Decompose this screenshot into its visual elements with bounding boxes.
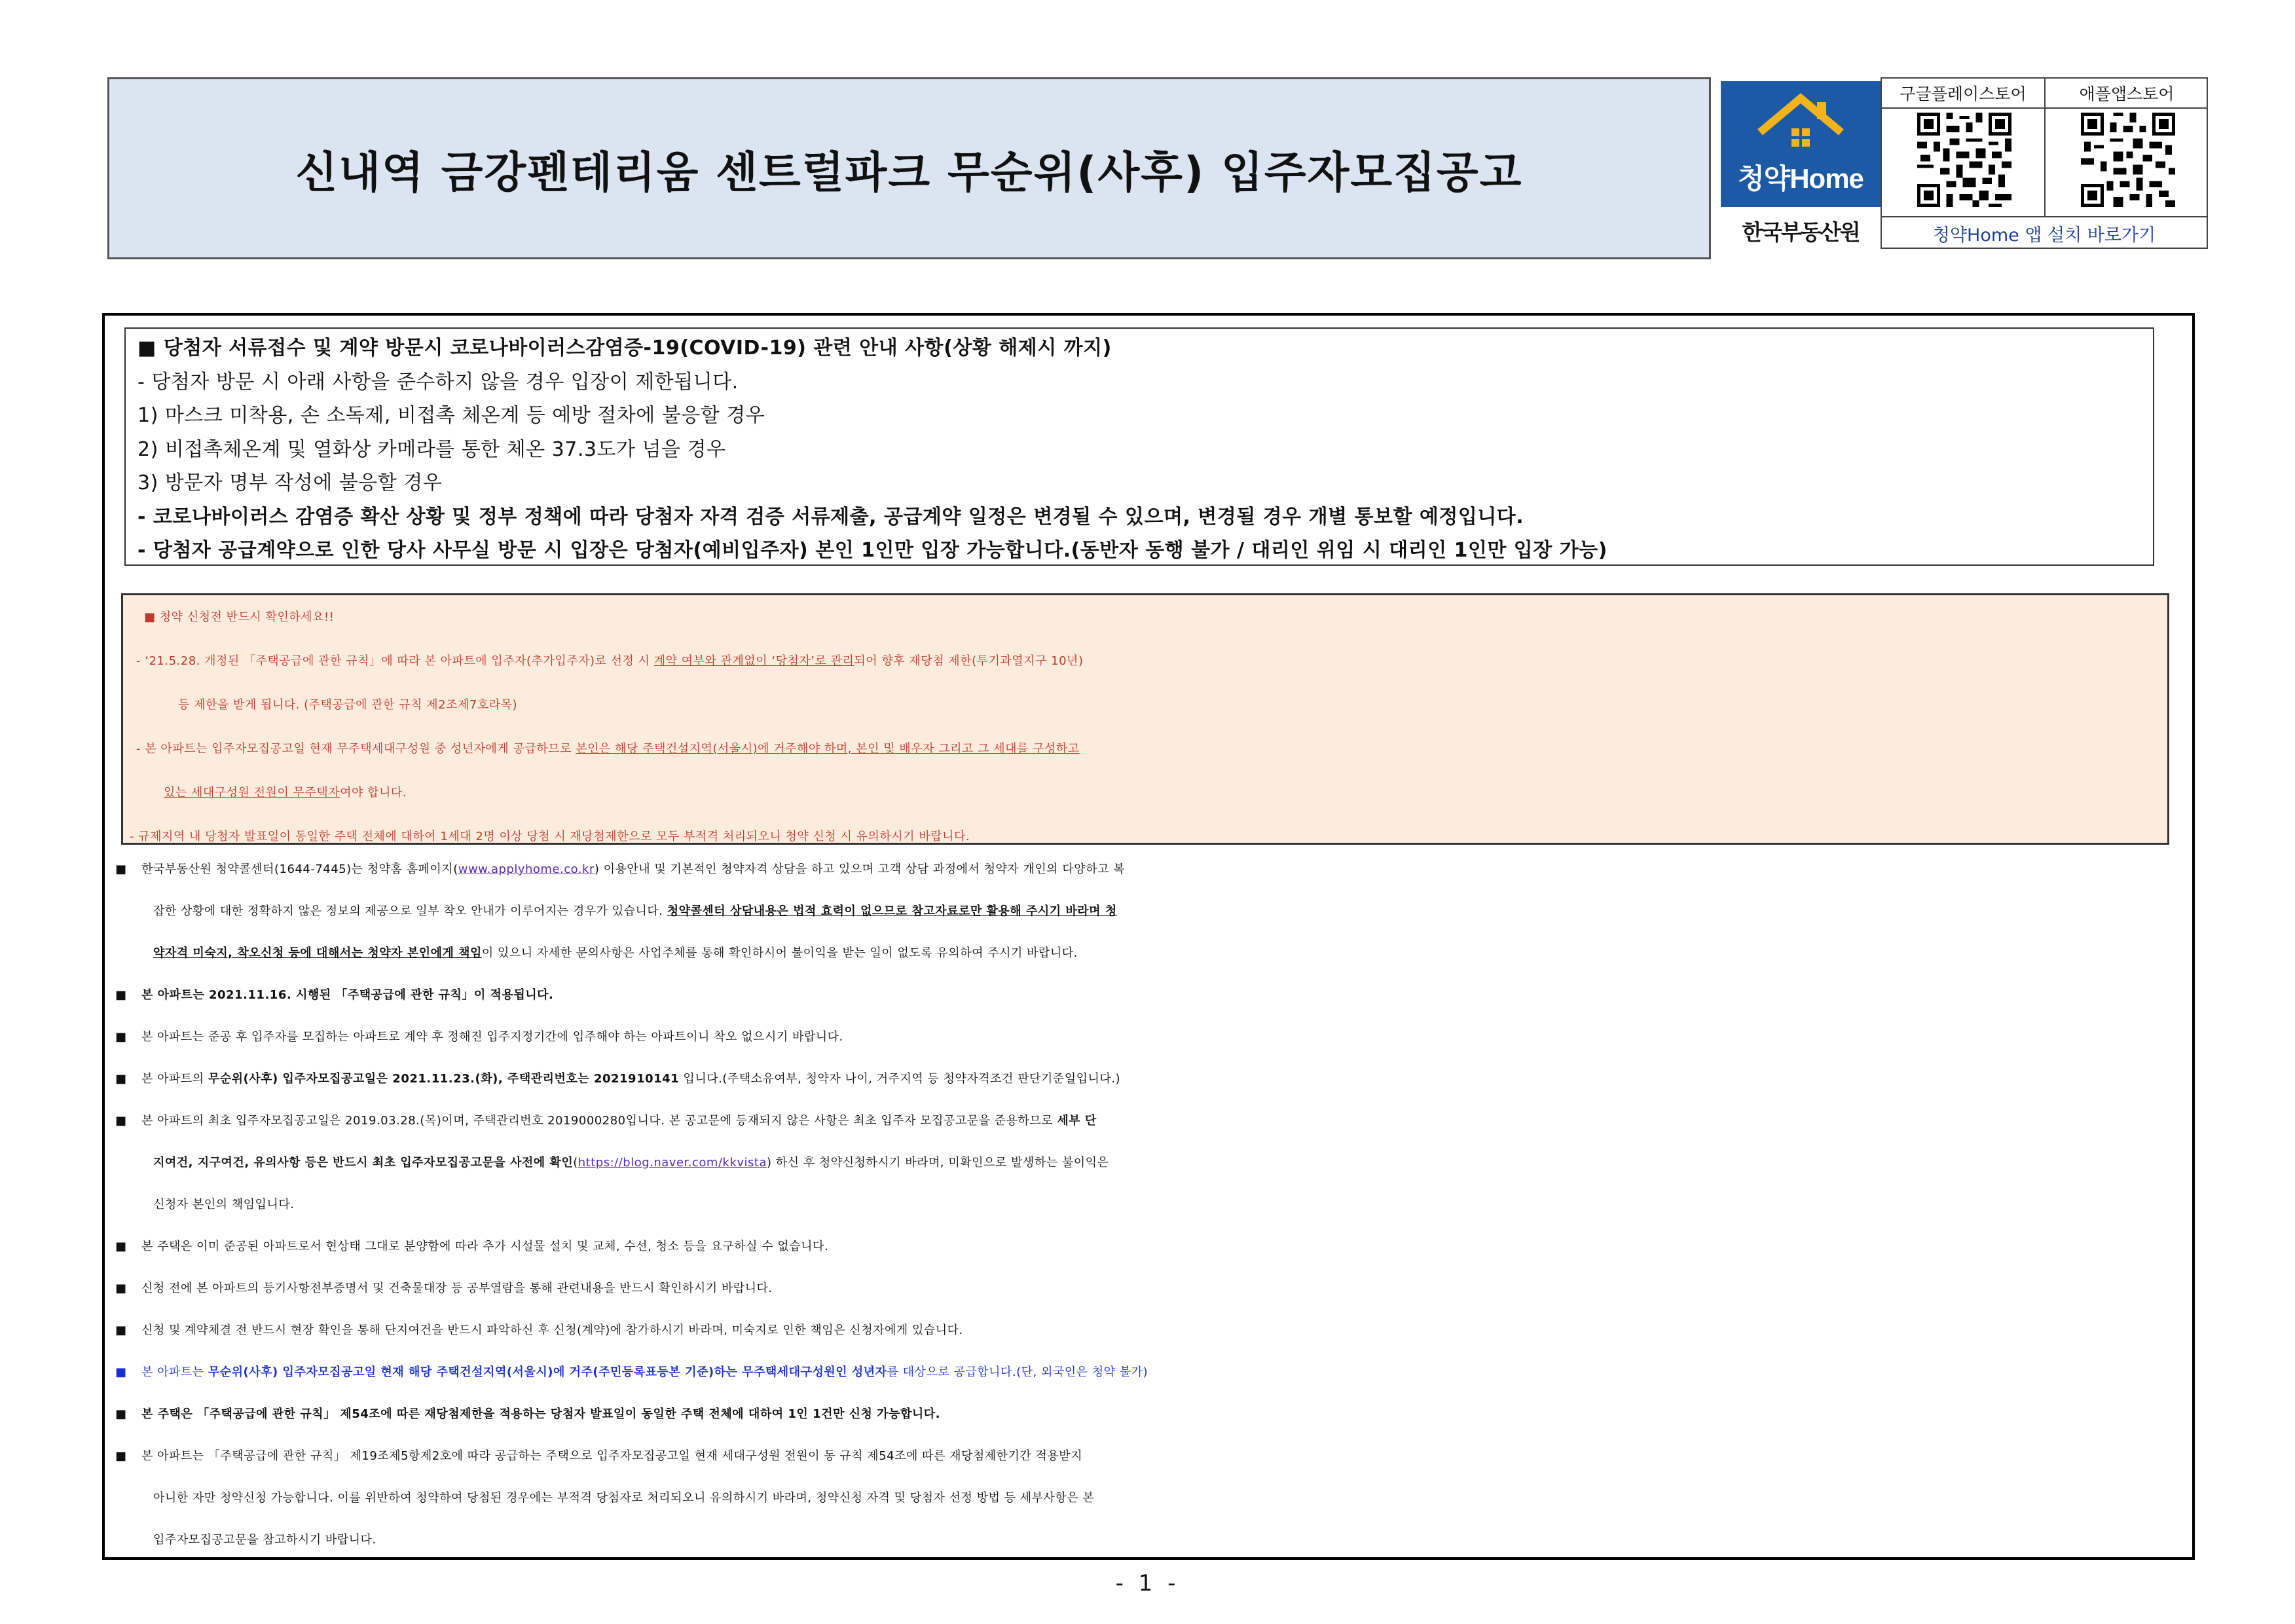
notice-item-announcement-date xyxy=(115,1058,2184,1100)
app-store-qr-column xyxy=(2046,79,2208,216)
notice-text: 본 아파트는 xyxy=(141,1365,208,1379)
notice-bold-text: 세부 단 xyxy=(1057,1114,1097,1128)
notice-item-rewin-restriction xyxy=(115,1435,2184,1561)
logo-org-name: 한국부동산원 xyxy=(1742,219,1860,245)
notice-text: 신청 및 계약체결 전 반드시 현장 확인을 통해 단지여건을 반드시 파악하신 후 신청(계약)에 참가하시기 바라며, 미숙지로 인한 책임은 신청자에게 있습니다. xyxy=(141,1323,963,1337)
warning-line: - 규제지역 내 당첨자 발표일이 동일한 주택 전체에 대하여 1세대 2명 이상 당첨 시 재당첨제한으로 모두 부적격 처리되오니 청약 신청 시 유의하시기 바랍니다. xyxy=(130,830,970,843)
square-bullet-icon: ■ xyxy=(115,1323,127,1337)
warning-line: 등 제한을 받게 됩니다. (주택공급에 관한 규칙 제2조제7호라목) xyxy=(178,698,518,712)
square-bullet-icon: ■ xyxy=(115,862,127,876)
warning-underlined-text: 계약 여부와 관계없이 ‘당첨자’로 관리 xyxy=(653,654,854,668)
app-install-link[interactable]: 청약Home 앱 설치 바로가기 xyxy=(1882,216,2207,249)
notice-bold-text: 무순위(사후) 입주자모집공고일은 2021.11.23.(화), 주택관리번호는 2021910141 xyxy=(208,1072,680,1086)
notice-row xyxy=(115,1142,2184,1184)
notice-list xyxy=(115,849,2184,1561)
notice-item-one-application xyxy=(115,1393,2184,1435)
notice-row xyxy=(115,891,2184,932)
notice-bold-text: 지여건, 지구여건, 유의사항 등은 반드시 최초 입주자모집공고문을 사전에 확인 xyxy=(153,1156,574,1170)
covid-line: - 당첨자 방문 시 아래 사항을 준수하지 않을 경우 입장이 제한됩니다. xyxy=(138,370,739,394)
notice-text: 본 아파트의 최초 입주자모집공고일은 2019.03.28.(목)이며, 주택관리번호 2019000280입니다. 본 공고문에 등재되지 않은 사항은 최초 입주자 모집공고문을 준용하므로 xyxy=(141,1114,1057,1128)
notice-row xyxy=(115,932,2184,974)
notice-item-original-announcement xyxy=(115,1100,2184,1226)
notice-text: 신청 전에 본 아파트의 등기사항전부증명서 및 건축물대장 등 공부열람을 통해 관련내용을 반드시 확인하시기 바랍니다. xyxy=(141,1282,773,1295)
notice-text: 잡한 상황에 대한 정확하지 않은 정보의 제공으로 일부 착오 안내가 이루어지는 경우가 있습니다. xyxy=(153,904,667,918)
notice-text: 입니다.(주택소유여부, 청약자 나이, 거주지역 등 청약자격조건 판단기준일입니다.) xyxy=(679,1072,1120,1086)
notice-text: 한국부동산원 청약콜센터(1644-7445)는 청약홈 홈페이지( xyxy=(141,862,458,876)
app-store-qr-code-icon[interactable] xyxy=(2081,113,2175,207)
covid-line: 1) 마스크 미착용, 손 소독제, 비접촉 체온계 등 예방 절차에 불응할 경우 xyxy=(138,404,765,427)
notice-row xyxy=(115,1477,2184,1519)
pre-application-warning-box xyxy=(121,593,2169,845)
notice-text: 본 아파트는 「주택공급에 관한 규칙」 제19조제5항제2호에 따라 공급하는 주택으로 입주자모집공고일 현재 세대구성원 전원이 동 규칙 제54조에 따른 재당첨제한기간 적용받지 xyxy=(141,1449,1083,1463)
notice-text: 본 주택은 이미 준공된 아파트로서 현상태 그대로 분양함에 따라 추가 시설물 설치 및 교체, 수선, 청소 등을 요구하실 수 없습니다. xyxy=(141,1240,829,1253)
notice-row xyxy=(115,1352,2184,1393)
notice-text: ( xyxy=(573,1156,578,1170)
square-bullet-icon: ■ xyxy=(115,1030,127,1044)
warning-line xyxy=(136,639,2167,683)
notice-row xyxy=(115,1519,2184,1561)
square-bullet-icon: ■ xyxy=(115,1407,127,1421)
notice-item-call-center xyxy=(115,849,2184,974)
applyhome-logo xyxy=(1721,81,1881,254)
notice-item-rules-applied xyxy=(115,974,2184,1016)
covid-line: 3) 방문자 명부 작성에 불응할 경우 xyxy=(138,471,443,494)
square-bullet-icon: ■ xyxy=(115,1240,127,1253)
notice-text: 를 대상으로 공급합니다.(단, 외국인은 청약 불가) xyxy=(887,1365,1148,1379)
logo-text: 청약Home xyxy=(1738,163,1864,194)
covid-line: - 당첨자 공급계약으로 인한 당사 사무실 방문 시 입장은 당첨자(예비입주자) 본인 1인만 입장 가능합니다.(동반자 동행 불가 / 대리인 위임 시 대리인 1인만 입장 가능) xyxy=(138,539,1607,562)
covid-line: 2) 비접촉체온계 및 열화상 카메라를 통한 체온 37.3도가 넘을 경우 xyxy=(138,437,726,461)
notice-text: 이 있으니 자세한 문의사항은 사업주체를 통해 확인하시어 불이익을 받는 일이 없도록 유의하여 주시기 바랍니다. xyxy=(481,946,1078,960)
notice-row xyxy=(115,1393,2184,1435)
notice-item-eligibility xyxy=(115,1352,2184,1393)
qr-panel xyxy=(1881,77,2208,249)
warning-line xyxy=(136,727,2167,771)
applyhome-website-link[interactable]: www.applyhome.co.kr xyxy=(458,862,595,876)
notice-text: 본 주택은 「주택공급에 관한 규칙」 제54조에 따른 재당첨제한을 적용하는 당첨자 발표일이 동일한 주택 전체에 대하여 1인 1건만 신청 가능합니다. xyxy=(141,1407,940,1421)
notice-text: 신청자 본인의 책임입니다. xyxy=(153,1198,295,1211)
page-number: - 1 - xyxy=(1115,1570,1180,1596)
notice-bold-text: 무순위(사후) 입주자모집공고일 현재 해당 주택건설지역(서울시)에 거주(주민등록표등본 기준)하는 무주택세대구성원인 성년자 xyxy=(208,1365,887,1379)
square-bullet-icon: ■ xyxy=(115,988,127,1002)
house-icon xyxy=(1748,92,1853,155)
warning-heading: ■ 청약 신청전 반드시 확인하세요!! xyxy=(144,610,335,624)
warning-text: - 본 아파트는 입주자모집공고일 현재 무주택세대구성원 중 성년자에게 공급하므로 xyxy=(136,742,576,756)
notice-item-site-check xyxy=(115,1310,2184,1352)
warning-text: - ‘21.5.28. 개정된 「주택공급에 관한 규칙」에 따라 본 아파트에 입주자(추가입주자)로 선정 시 xyxy=(136,654,654,668)
square-bullet-icon: ■ xyxy=(115,1365,127,1379)
square-bullet-icon: ■ xyxy=(115,1449,127,1463)
notice-text: 본 아파트는 2021.11.16. 시행된 「주택공급에 관한 규칙」이 적용됩니다. xyxy=(141,988,554,1002)
notice-item-registry-check xyxy=(115,1268,2184,1310)
document-title: 신내역 금강펜테리움 센트럴파크 무순위(사후) 입주자모집공고 xyxy=(295,147,1523,198)
notice-row xyxy=(115,1268,2184,1310)
notice-text: ) 하신 후 청약신청하시기 바라며, 미확인으로 발생하는 불이익은 xyxy=(766,1156,1109,1170)
title-box xyxy=(107,77,1711,259)
notice-row xyxy=(115,1435,2184,1477)
google-play-qr-column xyxy=(1882,79,2046,216)
warning-underlined-text: 본인은 해당 주택건설지역(서울시)에 거주해야 하며, 본인 및 배우자 그리고 그 세대를 구성하고 xyxy=(576,742,1080,756)
notice-item-completed-apartment xyxy=(115,1016,2184,1058)
notice-row xyxy=(115,974,2184,1016)
notice-row xyxy=(115,1184,2184,1226)
notice-bold-text: 청약콜센터 상담내용은 법적 효력이 없으므로 참고자료로만 활용해 주시기 바라며 청 xyxy=(667,904,1117,918)
square-bullet-icon: ■ xyxy=(115,1114,127,1128)
notice-row xyxy=(115,1310,2184,1352)
warning-text: 여야 합니다. xyxy=(340,786,407,800)
warning-underlined-text: 있는 세대구성원 전원이 무주택자 xyxy=(164,786,340,800)
notice-row xyxy=(115,1016,2184,1058)
square-bullet-icon: ■ xyxy=(115,1072,127,1086)
google-play-label: 구글플레이스토어 xyxy=(1882,79,2044,109)
logo-emblem xyxy=(1721,81,1881,207)
notice-text: ) 이용안내 및 기본적인 청약자격 상담을 하고 있으며 고객 상담 과정에서 청약자 개인의 다양하고 복 xyxy=(594,862,1126,876)
notice-row xyxy=(115,1226,2184,1268)
notice-row xyxy=(115,1100,2184,1142)
square-bullet-icon: ■ xyxy=(115,1282,127,1295)
notice-bold-text: 약자격 미숙지, 착오신청 등에 대해서는 청약자 본인에게 책임 xyxy=(153,946,482,960)
notice-text: 입주자모집공고문을 참고하시기 바랍니다. xyxy=(153,1533,376,1547)
covid-heading: ■ 당첨자 서류접수 및 계약 방문시 코로나바이러스감염증-19(COVID-19) 관련 안내 사항(상황 해제시 까지) xyxy=(138,337,1112,360)
warning-text: 되어 향후 재당첨 제한(투기과열지구 10년) xyxy=(854,654,1084,668)
notice-row xyxy=(115,1058,2184,1100)
notice-text: 본 아파트의 xyxy=(141,1072,208,1086)
warning-line xyxy=(136,771,2167,815)
covid-line: - 코로나바이러스 감염증 확산 상황 및 정부 정책에 따라 당첨자 자격 검증 서류제출, 공급계약 일정은 변경될 수 있으며, 변경될 경우 개별 통보할 예정입니다. xyxy=(138,505,1524,528)
covid-notice-box xyxy=(124,327,2154,566)
naver-blog-link[interactable]: https://blog.naver.com/kkvista xyxy=(578,1156,767,1170)
app-store-label: 애플앱스토어 xyxy=(2046,79,2208,109)
notice-text: 본 아파트는 준공 후 입주자를 모집하는 아파트로 계약 후 정해진 입주지정기간에 입주해야 하는 아파트이니 착오 없으시기 바랍니다. xyxy=(141,1030,843,1044)
notice-item-as-is-sale xyxy=(115,1226,2184,1268)
notice-text: 아니한 자만 청약신청 가능합니다. 이를 위반하여 청약하여 당첨된 경우에는 부적격 당첨자로 처리되오니 유의하시기 바라며, 청약신청 자격 및 당첨자 선정 방법 등 세부사항은 본 xyxy=(153,1491,1095,1505)
google-play-qr-code-icon[interactable] xyxy=(1917,113,2011,207)
notice-row xyxy=(115,849,2184,891)
